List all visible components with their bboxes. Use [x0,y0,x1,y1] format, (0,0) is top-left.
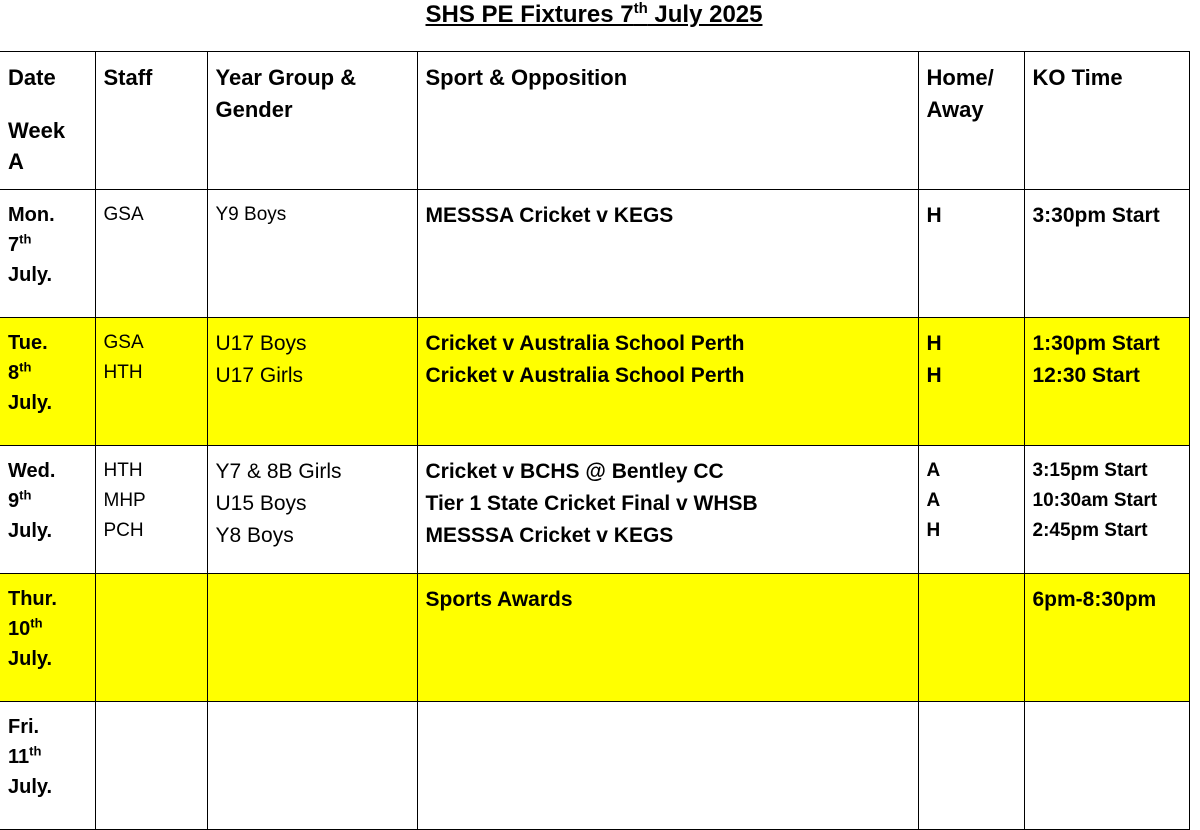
ha-line: H [926,204,942,227]
ko-time-cell [1024,318,1189,446]
table-row [0,574,1189,702]
sport-line: Tier 1 State Cricket Final v WHSB [425,492,758,515]
header-home-away: Home/ Away [918,52,1024,190]
day-number [8,230,87,260]
day-number-suffix: th [30,615,43,631]
day-number-suffix: th [19,231,32,247]
sport-cell [417,702,918,830]
staff-line: HTH [103,362,143,383]
month-name: July. [8,392,53,414]
title-main: SHS PE Fixtures 7 [425,1,634,28]
ha-line: A [926,460,941,481]
year-group-cell [207,702,417,830]
header-sport: Sport & Opposition [417,52,918,190]
sport-cell [417,446,918,574]
day-number [8,742,87,772]
header-year-group: Year Group & Gender [207,52,417,190]
sport-cell [417,190,918,318]
sport-line: Sports Awards [425,588,573,611]
day-number [8,486,87,516]
group-line: Y7 & 8B Girls [215,460,342,483]
day-name: Wed. [8,460,56,482]
day-number-suffix: th [19,487,32,503]
group-line: Y8 Boys [215,524,294,547]
staff-line: PCH [103,520,144,541]
time-line: 12:30 Start [1032,364,1140,387]
year-group-cell [207,446,417,574]
table-row [0,318,1189,446]
day-name: Thur. [8,588,57,610]
group-line: Y9 Boys [215,204,287,225]
year-group-cell [207,190,417,318]
home-away-cell [918,446,1024,574]
time-line: 3:30pm Start [1032,204,1160,227]
date-cell [0,702,95,830]
ko-time-cell [1024,702,1189,830]
staff-line: GSA [103,332,144,353]
staff-cell [95,574,207,702]
header-date [0,52,95,190]
staff-cell [95,318,207,446]
table-row [0,446,1189,574]
ha-line: A [926,490,941,511]
header-date-label: Date [8,65,56,90]
group-line: U15 Boys [215,492,307,515]
time-line: 3:15pm Start [1032,460,1148,481]
home-away-cell [918,702,1024,830]
month-name: July. [8,648,53,670]
ha-line: H [926,332,942,355]
group-line: U17 Girls [215,364,304,387]
ko-time-cell [1024,190,1189,318]
day-name: Fri. [8,716,40,738]
staff-cell [95,190,207,318]
year-group-cell [207,318,417,446]
day-number [8,358,87,388]
staff-cell [95,446,207,574]
time-line: 10:30am Start [1032,490,1158,511]
sport-line: Cricket v Australia School Perth [425,332,745,355]
date-cell [0,446,95,574]
table-row [0,190,1189,318]
date-cell [0,318,95,446]
day-number-suffix: th [29,743,42,759]
day-number-value: 11 [8,746,30,768]
title-rest: July 2025 [647,1,763,28]
fixtures-table [0,51,1190,830]
time-line: 6pm-8:30pm [1032,588,1157,611]
day-number-value: 7 [8,234,20,256]
sport-cell [417,574,918,702]
ha-line: H [926,364,942,387]
staff-line: HTH [103,460,143,481]
time-line: 1:30pm Start [1032,332,1160,355]
home-away-cell [918,574,1024,702]
group-line: U17 Boys [215,332,307,355]
day-name: Tue. [8,332,48,354]
time-line: 2:45pm Start [1032,520,1148,541]
month-name: July. [8,776,53,798]
header-ko-time: KO Time [1024,52,1189,190]
day-name: Mon. [8,204,55,226]
ha-line: H [926,520,941,541]
sport-line: Cricket v Australia School Perth [425,364,745,387]
date-cell [0,574,95,702]
sport-cell [417,318,918,446]
ko-time-cell [1024,574,1189,702]
day-number-value: 10 [8,618,31,640]
staff-line: MHP [103,490,146,511]
sport-line: MESSSA Cricket v KEGS [425,524,674,547]
table-row [0,702,1189,830]
date-cell [0,190,95,318]
sport-line: MESSSA Cricket v KEGS [425,204,674,227]
title-superscript: th [633,0,648,17]
staff-line: GSA [103,204,144,225]
month-name: July. [8,520,53,542]
day-number-value: 9 [8,490,20,512]
ko-time-cell [1024,446,1189,574]
header-week-letter: A [8,149,24,174]
table-header-row [0,52,1189,190]
day-number-value: 8 [8,362,20,384]
staff-cell [95,702,207,830]
home-away-cell [918,190,1024,318]
home-away-cell [918,318,1024,446]
day-number-suffix: th [19,359,32,375]
header-week-label: Week [8,118,66,143]
page-title [0,0,1188,30]
fixtures-body [0,190,1189,830]
header-staff: Staff [95,52,207,190]
month-name: July. [8,264,53,286]
sport-line: Cricket v BCHS @ Bentley CC [425,460,724,483]
year-group-cell [207,574,417,702]
day-number [8,614,87,644]
